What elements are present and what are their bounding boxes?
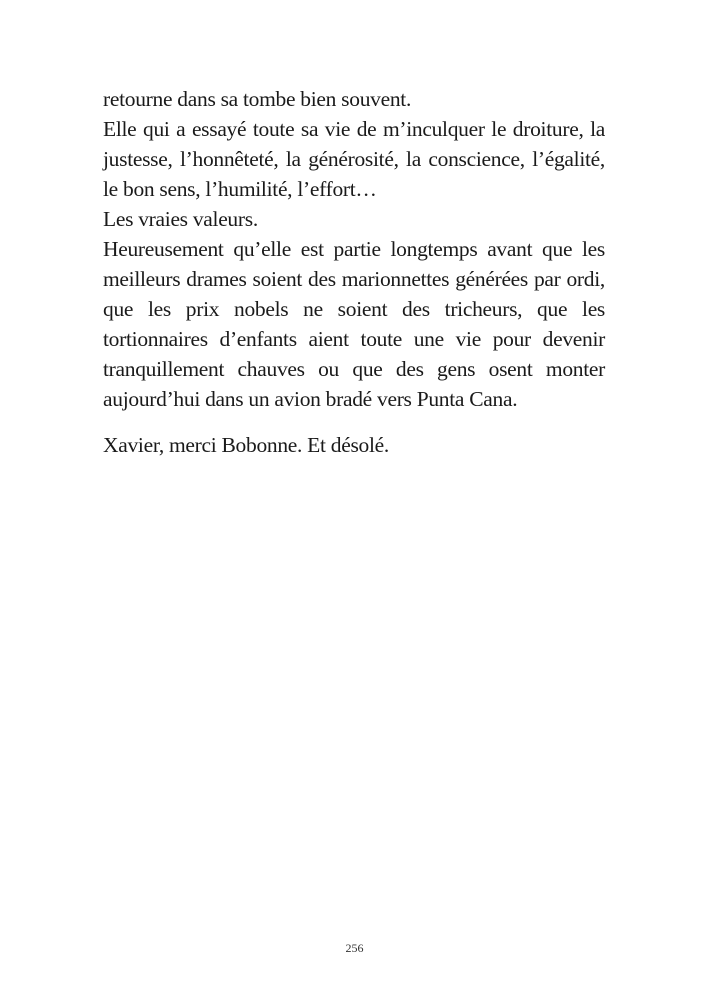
paragraph-values: Elle qui a essayé toute sa vie de m’inculquer le droiture, la justesse, l’honnêteté, la générosité, la conscience, l’égalité, le bon sens, l’humilité, l’effort… [103, 117, 605, 201]
page-number: 256 [345, 941, 364, 955]
paragraph-fortunately: Heureusement qu’elle est partie longtemps avant que les meilleurs drames soient des marionnettes générées par ordi, que les prix nobels ne soient des tricheurs, que les tortionnaires d’enfants aient toute une vie pour devenir tranquillement chauves ou que des gens osent monter aujourd’hui dans un avion bradé vers Punta Cana. [103, 237, 605, 411]
body-text [103, 84, 605, 460]
paragraph-true-values: Les vraies valeurs. [103, 207, 258, 231]
paragraph-continuation: retourne dans sa tombe bien souvent. [103, 87, 412, 111]
signature-line: Xavier, merci Bobonne. Et désolé. [103, 433, 389, 457]
